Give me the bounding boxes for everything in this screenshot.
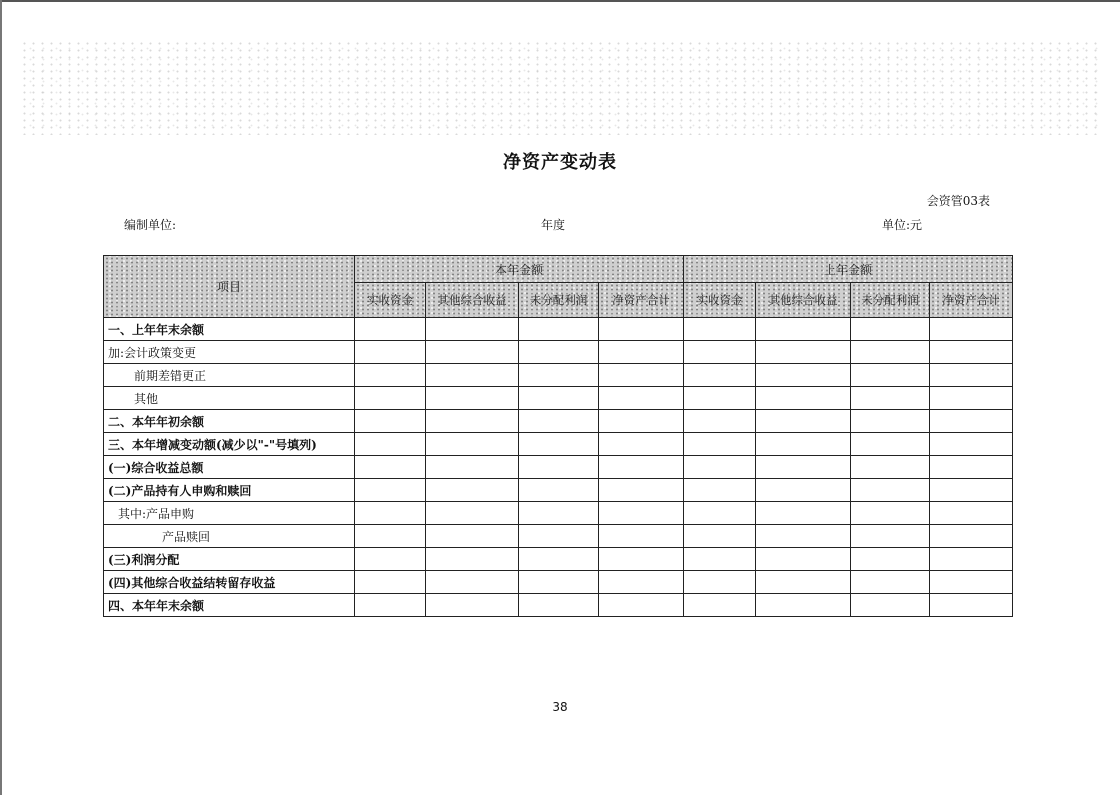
value-cell [851,364,930,387]
value-cell [426,433,519,456]
value-cell [851,433,930,456]
value-cell [756,548,851,571]
value-cell [930,433,1013,456]
scan-edge-top [0,0,1120,2]
value-cell [599,341,684,364]
item-header: 项目 [104,256,355,318]
value-cell [851,502,930,525]
table-row [104,341,1013,364]
form-number: 会资管03表 [926,194,990,208]
table-row [104,410,1013,433]
value-cell [930,456,1013,479]
row-label: 三、本年增减变动额(减少以"-"号填列) [104,433,355,456]
value-cell [519,548,599,571]
value-cell [684,318,756,341]
net-assets-change-table [103,255,1013,617]
value-cell [684,387,756,410]
value-cell [599,525,684,548]
value-cell [851,387,930,410]
value-cell [519,479,599,502]
value-cell [426,341,519,364]
column-header: 实收资金 [355,283,426,318]
value-cell [426,571,519,594]
row-label: (二)产品持有人申购和赎回 [104,479,355,502]
value-cell [756,410,851,433]
value-cell [426,479,519,502]
value-cell [355,341,426,364]
value-cell [756,341,851,364]
value-cell [930,387,1013,410]
value-cell [930,594,1013,617]
value-cell [851,525,930,548]
table-header [104,256,1013,318]
group-header-prior-year: 上年金额 [684,256,1013,283]
value-cell [599,433,684,456]
value-cell [426,548,519,571]
value-cell [355,318,426,341]
value-cell [599,571,684,594]
value-cell [756,571,851,594]
value-cell [519,341,599,364]
value-cell [355,571,426,594]
value-cell [426,318,519,341]
row-label: (四)其他综合收益结转留存收益 [104,571,355,594]
page-number: 38 [552,700,568,714]
column-header: 其他综合收益 [756,283,851,318]
value-cell [519,594,599,617]
table-row [104,387,1013,410]
value-cell [684,456,756,479]
value-cell [426,364,519,387]
value-cell [851,594,930,617]
value-cell [684,594,756,617]
value-cell [756,387,851,410]
value-cell [426,456,519,479]
value-cell [519,387,599,410]
value-cell [851,318,930,341]
value-cell [930,502,1013,525]
value-cell [599,594,684,617]
value-cell [519,410,599,433]
value-cell [519,502,599,525]
value-cell [355,479,426,502]
value-cell [930,318,1013,341]
value-cell [851,571,930,594]
value-cell [519,433,599,456]
unit-label: 单位:元 [882,218,923,232]
value-cell [426,594,519,617]
column-header: 未分配利润 [851,283,930,318]
group-header-current-year: 本年金额 [355,256,684,283]
document-title: 净资产变动表 [503,152,617,173]
value-cell [930,548,1013,571]
value-cell [756,525,851,548]
value-cell [355,548,426,571]
column-header: 未分配利润 [519,283,599,318]
value-cell [426,502,519,525]
value-cell [519,364,599,387]
scan-noise-header [20,40,1100,135]
value-cell [599,364,684,387]
table-row [104,456,1013,479]
value-cell [599,479,684,502]
row-label: 二、本年年初余额 [104,410,355,433]
table-row [104,548,1013,571]
scan-edge-left [0,0,2,795]
value-cell [684,502,756,525]
value-cell [851,548,930,571]
value-cell [355,410,426,433]
value-cell [756,433,851,456]
value-cell [684,410,756,433]
value-cell [684,571,756,594]
value-cell [851,341,930,364]
value-cell [519,571,599,594]
value-cell [519,318,599,341]
row-label: 四、本年年末余额 [104,594,355,617]
value-cell [756,318,851,341]
value-cell [930,479,1013,502]
value-cell [355,594,426,617]
value-cell [599,456,684,479]
value-cell [599,548,684,571]
value-cell [756,479,851,502]
table-row [104,571,1013,594]
table-row [104,594,1013,617]
row-label: 其中:产品申购 [104,502,355,525]
value-cell [756,594,851,617]
table-body [104,318,1013,617]
value-cell [930,341,1013,364]
value-cell [851,479,930,502]
value-cell [355,364,426,387]
row-label: (三)利润分配 [104,548,355,571]
column-header: 实收资金 [684,283,756,318]
value-cell [930,410,1013,433]
value-cell [930,525,1013,548]
table-row [104,525,1013,548]
value-cell [355,525,426,548]
value-cell [684,433,756,456]
table-row [104,364,1013,387]
value-cell [930,364,1013,387]
value-cell [599,410,684,433]
table-row [104,479,1013,502]
table-row [104,433,1013,456]
value-cell [756,364,851,387]
preparer-label: 编制单位: [124,218,177,232]
value-cell [599,387,684,410]
value-cell [519,456,599,479]
row-label: (一)综合收益总额 [104,456,355,479]
column-header: 其他综合收益 [426,283,519,318]
value-cell [930,571,1013,594]
value-cell [599,502,684,525]
value-cell [426,525,519,548]
row-label: 产品赎回 [104,525,355,548]
column-header: 净资产合计 [599,283,684,318]
value-cell [426,387,519,410]
value-cell [684,548,756,571]
value-cell [355,456,426,479]
value-cell [599,318,684,341]
row-label: 加:会计政策变更 [104,341,355,364]
value-cell [851,410,930,433]
value-cell [355,502,426,525]
value-cell [756,502,851,525]
value-cell [519,525,599,548]
table-row [104,502,1013,525]
value-cell [355,433,426,456]
value-cell [851,456,930,479]
row-label: 一、上年年末余额 [104,318,355,341]
year-label: 年度 [541,218,566,232]
value-cell [426,410,519,433]
column-header: 净资产合计 [930,283,1013,318]
value-cell [684,479,756,502]
table-row [104,318,1013,341]
value-cell [756,456,851,479]
value-cell [684,364,756,387]
value-cell [684,525,756,548]
value-cell [684,341,756,364]
row-label: 前期差错更正 [104,364,355,387]
value-cell [355,387,426,410]
row-label: 其他 [104,387,355,410]
